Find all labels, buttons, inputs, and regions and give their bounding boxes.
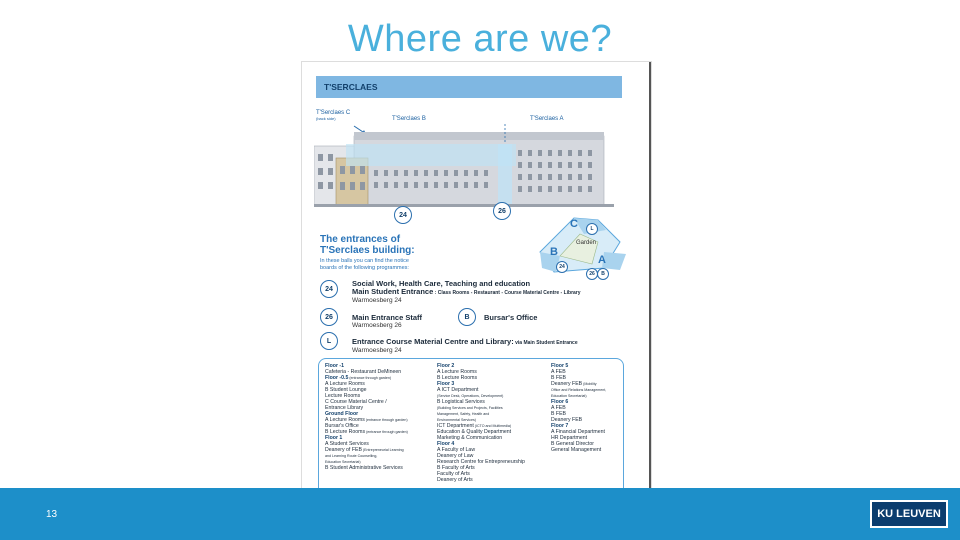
floor-line: B FEB — [551, 411, 566, 417]
map-label-a: A — [598, 254, 606, 266]
floor-line: (Service Desk, Operations, Development) — [437, 394, 504, 398]
floor-line: Floor -1 — [325, 363, 345, 369]
legend-ball-b: B — [458, 308, 476, 326]
entrance-ball-26: 26 — [493, 202, 511, 220]
floor-line: C Course Material Centre / — [325, 399, 387, 405]
floor-line: Deanery FEB — [551, 417, 583, 423]
floor-line: Education & Quality Department — [437, 429, 512, 435]
floor-line: A Financial Department — [551, 429, 605, 435]
floor-line: Faculty of Arts — [437, 471, 470, 477]
floor-line: Floor 4 — [437, 441, 455, 447]
floor-line: Deanery FEB (Mobility — [551, 381, 597, 387]
floor-line: A ICT Department — [437, 387, 479, 393]
slide-title: Where are we? — [347, 18, 613, 60]
entrances-title: The entrances of T'Serclaes building: — [320, 234, 415, 256]
footer-bar — [0, 488, 960, 540]
floor-line: Research Centre for Entrepreneurship — [437, 459, 525, 465]
map-label-b: B — [550, 246, 558, 258]
floor-line: General Management — [551, 447, 602, 453]
floor-line: Floor 1 — [325, 435, 343, 441]
floor-column-3 — [551, 363, 606, 453]
floor-line: A Lecture Rooms — [437, 369, 477, 375]
floor-directory — [318, 358, 624, 498]
label-tserclaes-b: T'Serclaes B — [392, 116, 426, 122]
floor-line: A FEB — [551, 369, 566, 375]
entry-library: Entrance Course Material Centre and Library: via Main Student Entrance Warmoesberg 24 — [352, 337, 578, 354]
floor-line: B General Director — [551, 441, 594, 447]
floor-line: and Learning Route Counselling, — [325, 454, 378, 458]
building-facade-illustration — [314, 124, 614, 220]
floor-line: A Lecture Rooms (entrance through garden) — [325, 417, 408, 423]
document-header: T'SERCLAES — [316, 76, 622, 98]
floor-column-1 — [325, 363, 408, 471]
floor-line: Bursar's Office — [325, 423, 359, 429]
floor-line: B Lecture Rooms (entrance through garden) — [325, 429, 408, 435]
map-ball-l: L — [586, 223, 598, 235]
floor-line: A Student Services — [325, 441, 369, 447]
floor-line: B FEB — [551, 375, 566, 381]
floor-line: A FEB — [551, 405, 566, 411]
floor-line: (Building Services and Projects, Facilities — [437, 406, 503, 410]
floor-line: Education Secretariat) — [325, 460, 361, 464]
map-ball-b: B — [597, 268, 609, 280]
floor-line: B Student Lounge — [325, 387, 367, 393]
floor-line: B Faculty of Arts — [437, 465, 475, 471]
entry-main-student: Social Work, Health Care, Teaching and education Main Student Entrance : Class Rooms - Restaurant - Course Material Centre - Library Warmoesberg 24 — [352, 279, 581, 304]
floor-line: Floor 3 — [437, 381, 455, 387]
floor-line: B Lecture Rooms — [437, 375, 478, 381]
floor-line: Office and Relations Management, — [551, 388, 607, 392]
floor-line: Management, Safety, Health and — [437, 412, 490, 416]
floor-line: Deanery of FEB (Entrepreneurial Learning — [325, 447, 404, 453]
floor-line: Cafeteria - Restaurant DeMineen — [325, 369, 402, 375]
floor-line: Ground Floor — [325, 411, 359, 417]
entry-staff: Main Entrance Staff Warmoesberg 26 — [352, 313, 423, 329]
floor-line: Environmental Services) — [437, 418, 476, 422]
floor-line: A Lecture Rooms — [325, 381, 365, 387]
map-ball-26: 26 — [586, 268, 598, 280]
floor-line: Deanery of Arts — [437, 477, 473, 483]
floor-line: Floor -0.5 (entrance through garden) — [325, 375, 392, 381]
floor-line: Entrance Library — [325, 405, 364, 411]
site-map-diagram — [534, 212, 634, 284]
map-label-c: C — [570, 218, 578, 230]
floor-line: Deanery of Law — [437, 453, 474, 459]
floor-line: Lecture Rooms — [325, 393, 361, 399]
floor-line: Floor 6 — [551, 399, 569, 405]
floor-line: Marketing & Communication — [437, 435, 503, 441]
ku-leuven-logo: KU LEUVEN — [870, 500, 948, 528]
map-ball-24: 24 — [556, 261, 568, 273]
floor-column-2 — [437, 363, 525, 483]
label-tserclaes-c: T'Serclaes C (back side) — [316, 110, 351, 121]
entrance-ball-24: 24 — [394, 206, 412, 224]
entrances-subtitle: In these balls you can find the notice boards of the following programmes: — [320, 258, 409, 271]
floor-line: Floor 2 — [437, 363, 455, 369]
map-label-garden: Garden — [576, 240, 597, 246]
legend-ball-l: L — [320, 332, 338, 350]
legend-ball-24: 24 — [320, 280, 338, 298]
page-number: 13 — [46, 509, 58, 520]
floor-line: A Faculty of Law — [437, 447, 476, 453]
legend-ball-26: 26 — [320, 308, 338, 326]
floor-line: Education Secretariat) — [551, 394, 587, 398]
entry-bursar: Bursar's Office — [484, 313, 538, 322]
floor-line: HR Department — [551, 435, 588, 441]
floor-line: Floor 7 — [551, 423, 569, 429]
floor-line: Floor 5 — [551, 363, 569, 369]
floor-line: B Logistical Services — [437, 399, 485, 405]
campus-map-document — [302, 62, 651, 502]
floor-line: ICT Department (ICTO and Multimedia) — [437, 423, 512, 429]
floor-line: B Student Administrative Services — [325, 465, 403, 471]
label-tserclaes-a: T'Serclaes A — [530, 116, 564, 122]
